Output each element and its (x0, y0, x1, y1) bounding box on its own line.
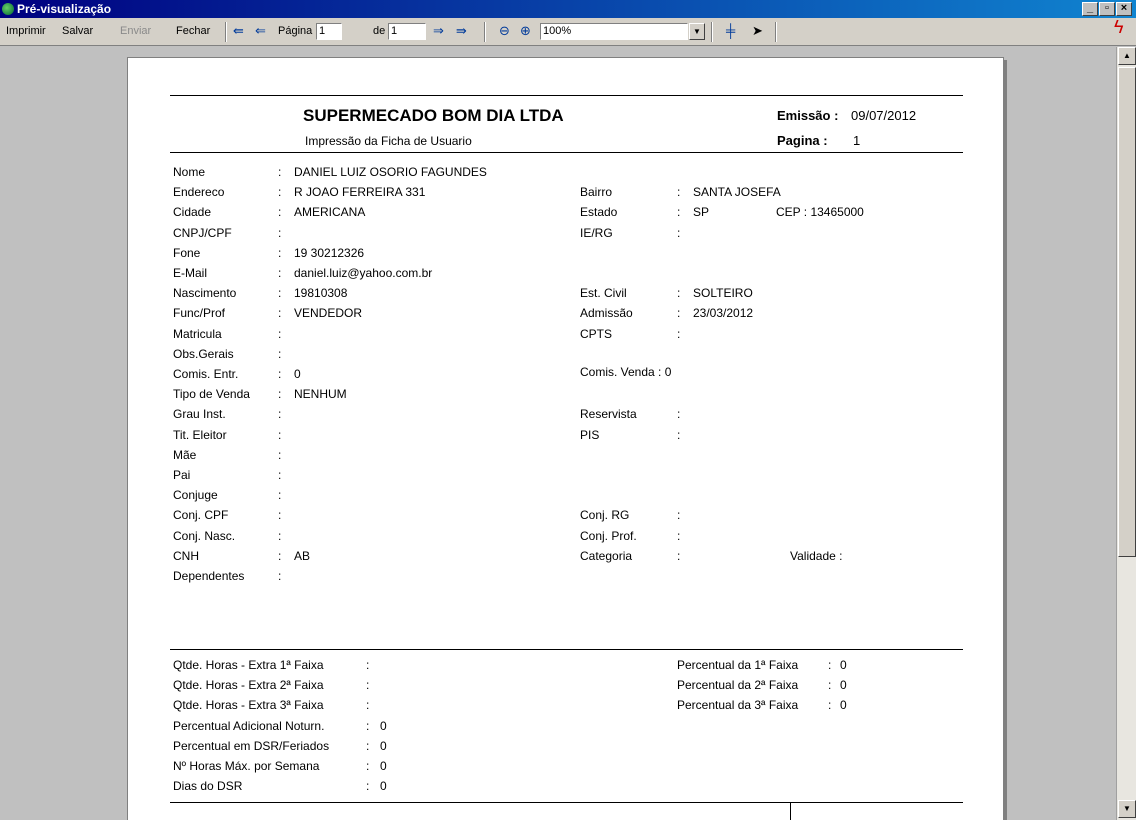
of-label: de (373, 25, 386, 37)
colon-separator: : (278, 225, 282, 240)
field-row-label: CNH (173, 548, 199, 563)
scrollbar-thumb[interactable] (1118, 67, 1136, 557)
colon-separator: : (828, 658, 832, 672)
app-icon (2, 3, 14, 15)
colon-separator: : (366, 658, 370, 672)
colon-separator: : (278, 528, 282, 543)
colon-separator: : (366, 759, 370, 773)
field-row-label: Mãe (173, 447, 197, 462)
pointer-icon[interactable]: ➤ (752, 23, 763, 38)
colon-separator: : (278, 569, 282, 583)
field-row-label: Conj. Prof. (580, 528, 637, 543)
toolbar-separator (711, 22, 713, 42)
colon-separator: : (366, 678, 370, 693)
field-row-label: CPTS (580, 326, 613, 341)
field-row-value: 23/03/2012 (693, 306, 754, 321)
field-row-label: PIS (580, 427, 600, 442)
field-row-label: Nome (173, 165, 206, 179)
colon-separator: : (278, 266, 282, 280)
hours-row-label: Nº Horas Máx. por Semana (173, 759, 320, 773)
colon-separator: : (278, 306, 282, 321)
comis-venda-text: Comis. Venda : 0 (580, 365, 672, 379)
colon-separator: : (677, 326, 681, 341)
field-row-label: Pai (173, 468, 191, 482)
field-row-value: DANIEL LUIZ OSORIO FAGUNDES (294, 165, 487, 179)
colon-separator: : (677, 185, 681, 200)
hours-row-value: 0 (380, 759, 387, 773)
colon-separator: : (278, 286, 282, 301)
colon-separator: : (677, 407, 681, 422)
colon-separator: : (278, 387, 282, 402)
field-row-value: NENHUM (294, 387, 347, 402)
zoom-dropdown-icon[interactable]: ▼ (689, 23, 705, 40)
hours-row-label: Dias do DSR (173, 779, 243, 794)
field-row-label: Tit. Eleitor (173, 427, 227, 442)
field-row-label: Categoria (580, 548, 633, 563)
hours-row-label: Qtde. Horas - Extra 3ª Faixa (173, 698, 324, 713)
window-titlebar (0, 0, 1136, 18)
last-page-icon[interactable]: ⇛ (456, 23, 467, 38)
percent-row-label: Percentual da 2ª Faixa (677, 678, 799, 693)
percent-row-value: 0 (840, 678, 847, 693)
restore-button[interactable]: ▫ (1099, 2, 1115, 16)
page-input[interactable]: 1 (316, 23, 342, 40)
field-row-value: AMERICANA (294, 205, 366, 220)
field-row-label: IE/RG (580, 225, 613, 240)
scroll-up-icon[interactable]: ▲ (1118, 47, 1136, 65)
field-row-label: Tipo de Venda (173, 387, 250, 402)
report-subtitle: Impressão da Ficha de Usuario (305, 134, 472, 148)
field-row-label: Estado (580, 205, 618, 220)
colon-separator: : (278, 367, 282, 381)
page-number-value: 1 (853, 133, 861, 148)
toolbar-separator (775, 22, 777, 42)
field-row-value: 19 30212326 (294, 245, 365, 260)
colon-separator: : (366, 779, 370, 794)
hours-row-label: Percentual em DSR/Feriados (173, 738, 330, 753)
hours-row-label: Percentual Adicional Noturn. (173, 718, 325, 733)
preview-toolbar (0, 18, 1136, 46)
field-row-label: Admissão (580, 306, 633, 321)
field-row-label: Conj. Nasc. (173, 528, 236, 543)
field-row-label: CNPJ/CPF (173, 225, 232, 240)
divider (170, 95, 963, 96)
toolbar-separator (225, 22, 227, 42)
field-row-label: Endereco (173, 185, 225, 200)
report-page (127, 57, 1004, 820)
colon-separator: : (677, 205, 681, 220)
save-button[interactable]: Salvar (62, 25, 94, 37)
colon-separator: : (828, 698, 832, 713)
field-row-label: E-Mail (173, 266, 208, 280)
zoom-out-icon[interactable]: ⊖ (499, 23, 510, 38)
page-label: Página (278, 25, 313, 37)
field-row-value: 0 (294, 367, 301, 381)
divider (170, 649, 963, 650)
field-row-label: Nascimento (173, 286, 237, 301)
close-button[interactable]: Fechar (176, 25, 211, 37)
validade-text: Validade : (790, 549, 843, 563)
colon-separator: : (278, 165, 282, 179)
field-row-value: AB (294, 548, 311, 563)
vertical-scrollbar[interactable] (1116, 47, 1136, 820)
previous-page-icon[interactable]: ⇐ (255, 23, 266, 38)
zoom-select[interactable]: 100% (540, 23, 688, 40)
percent-row-value: 0 (840, 658, 847, 672)
emission-value: 09/07/2012 (851, 108, 917, 123)
colon-separator: : (366, 738, 370, 753)
field-row-label: Func/Prof (173, 306, 226, 321)
page-number-label: Pagina : (777, 133, 828, 148)
field-row-label: Reservista (580, 407, 637, 422)
colon-separator: : (278, 185, 282, 200)
send-button[interactable]: Enviar (120, 25, 152, 37)
percent-row-label: Percentual da 3ª Faixa (677, 698, 799, 713)
field-row-label: Conj. RG (580, 508, 630, 523)
colon-separator: : (278, 548, 282, 563)
percent-row-label: Percentual da 1ª Faixa (677, 658, 799, 672)
hours-row-label: Qtde. Horas - Extra 2ª Faixa (173, 678, 324, 693)
emission-label: Emissão : (777, 108, 839, 123)
colon-separator: : (677, 306, 681, 321)
divider (170, 152, 963, 153)
field-row-label: Matricula (173, 326, 222, 341)
toolbar-separator (484, 22, 486, 42)
colon-separator: : (828, 678, 832, 693)
percent-row-value: 0 (840, 698, 847, 713)
hours-row-label: Qtde. Horas - Extra 1ª Faixa (173, 658, 324, 672)
colon-separator: : (278, 427, 282, 442)
colon-separator: : (677, 548, 681, 563)
field-row-value: VENDEDOR (294, 306, 363, 321)
first-page-icon[interactable]: ⇚ (233, 23, 244, 38)
colon-separator: : (677, 528, 681, 543)
cep-text: CEP : 13465000 (776, 205, 864, 219)
field-row-label: Cidade (173, 205, 212, 220)
field-row-label: Fone (173, 245, 201, 260)
column-separator (790, 802, 791, 820)
next-page-icon[interactable]: ⇒ (433, 23, 444, 38)
colon-separator: : (278, 245, 282, 260)
field-row-value: daniel.luiz@yahoo.com.br (294, 266, 433, 280)
colon-separator: : (366, 718, 370, 733)
minimize-button[interactable]: _ (1082, 2, 1098, 16)
print-button[interactable]: Imprimir (6, 25, 46, 37)
colon-separator: : (278, 468, 282, 482)
field-row-label: Conjuge (173, 488, 218, 503)
field-row-label: Bairro (580, 185, 613, 200)
page-width-icon[interactable]: ╪ (726, 23, 736, 38)
close-window-button[interactable]: × (1116, 2, 1132, 16)
field-row-label: Dependentes (173, 569, 245, 583)
colon-separator: : (677, 225, 681, 240)
colon-separator: : (278, 508, 282, 523)
hours-row-value: 0 (380, 779, 387, 794)
colon-separator: : (278, 346, 282, 361)
colon-separator: : (278, 488, 282, 503)
colon-separator: : (677, 508, 681, 523)
field-row-value: 19810308 (294, 286, 348, 301)
colon-separator: : (278, 205, 282, 220)
field-row-label: Comis. Entr. (173, 367, 239, 381)
hours-row-value: 0 (380, 738, 387, 753)
hours-row-value: 0 (380, 718, 387, 733)
field-row-label: Conj. CPF (173, 508, 229, 523)
total-pages-field: 1 (388, 23, 426, 40)
field-row-value: R JOAO FERREIRA 331 (294, 185, 426, 200)
preview-viewport[interactable] (0, 47, 1116, 820)
app-logo-icon: ϟ (1114, 17, 1124, 37)
window-title: Pré-visualização (17, 2, 112, 16)
divider (170, 802, 963, 803)
colon-separator: : (278, 447, 282, 462)
colon-separator: : (366, 698, 370, 713)
field-row-label: Grau Inst. (173, 407, 226, 422)
field-row-label: Est. Civil (580, 286, 627, 301)
colon-separator: : (278, 407, 282, 422)
field-row-label: Obs.Gerais (173, 346, 234, 361)
colon-separator: : (677, 427, 681, 442)
scroll-down-icon[interactable]: ▼ (1118, 800, 1136, 818)
company-name: SUPERMECADO BOM DIA LTDA (303, 106, 564, 125)
colon-separator: : (278, 326, 282, 341)
colon-separator: : (677, 286, 681, 301)
field-row-value: SOLTEIRO (693, 286, 753, 301)
field-row-value: SP (693, 205, 710, 220)
field-row-value: SANTA JOSEFA (693, 185, 781, 200)
zoom-in-icon[interactable]: ⊕ (520, 23, 531, 38)
